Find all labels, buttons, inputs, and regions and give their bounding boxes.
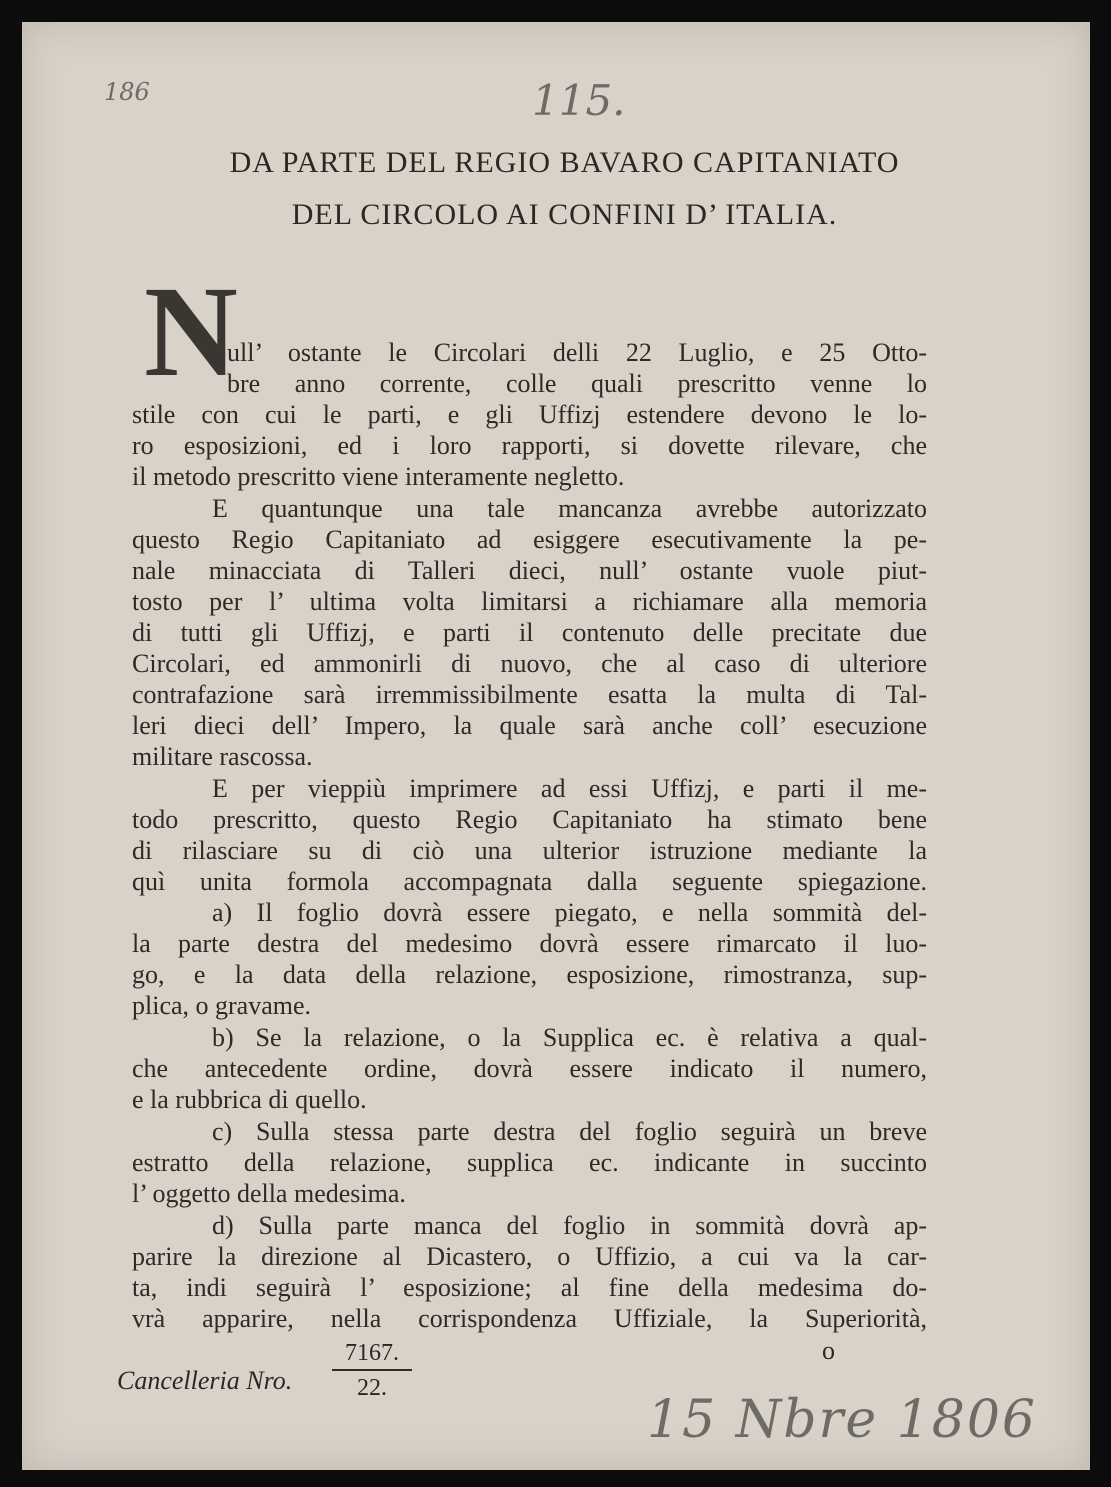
text-line: che antecedente ordine, dovrà essere indicato il numero, [132, 1054, 927, 1083]
header-line-2: DEL CIRCOLO AI CONFINI D’ ITALIA. [291, 198, 838, 231]
text-line: c) Sulla stessa parte destra del foglio seguirà un breve [212, 1117, 927, 1146]
text-line: estratto della relazione, supplica ec. indicante in succinto [132, 1148, 927, 1177]
text-line: go, e la data della relazione, esposizione, rimostranza, sup- [132, 960, 927, 989]
text-line: todo prescritto, questo Regio Capitaniato ha stimato bene [132, 805, 927, 834]
text-line: d) Sulla parte manca del foglio in sommità dovrà ap- [212, 1211, 927, 1240]
text-line: b) Se la relazione, o la Supplica ec. è relativa a qual- [212, 1023, 927, 1052]
text-line: militare rascossa. [132, 742, 313, 771]
text-line: la parte destra del medesimo dovrà essere rimarcato il luo- [132, 929, 927, 958]
document-page [22, 22, 1090, 1470]
text-line: stile con cui le parti, e gli Uffizj estendere devono le lo- [132, 400, 927, 429]
text-line: Circolari, ed ammonirli di nuovo, che al caso di ulteriore [132, 649, 927, 678]
text-line: di rilasciare su di ciò una ulterior istruzione mediante la [132, 836, 927, 865]
text-line: nale minacciata di Talleri dieci, null’ ostante vuole piut- [132, 556, 927, 585]
text-line: leri dieci dell’ Impero, la quale sarà anche coll’ esecuzione [132, 711, 927, 740]
text-line: quì unita formola accompagnata dalla seguente spiegazione. [132, 867, 927, 896]
text-line: E quantunque una tale mancanza avrebbe autorizzato [212, 494, 927, 523]
handwritten-date: 15 Nbre 1806 [647, 1390, 1037, 1450]
handwritten-page-number: 186 [104, 78, 150, 106]
text-line: bre anno corrente, colle quali prescritto venne lo [227, 369, 927, 398]
text-line: tosto per l’ ultima volta limitarsi a richiamare alla memoria [132, 587, 927, 616]
text-line: il metodo prescritto viene interamente negletto. [132, 462, 625, 491]
text-line: ro esposizioni, ed i loro rapporti, si dovette rilevare, che [132, 431, 927, 460]
chancery-number [332, 1340, 412, 1402]
chancery-number-sub: 22. [357, 1375, 387, 1401]
text-line: contrafazione sarà irremmissibilmente esatta la multa di Tal- [132, 680, 927, 709]
chancery-number-main: 7167. [332, 1340, 412, 1371]
text-line: E per vieppiù imprimere ad essi Uffizj, e parti il me- [212, 774, 927, 803]
header-line-1: DA PARTE DEL REGIO BAVARO CAPITANIATO [229, 146, 900, 179]
catchword: o [822, 1336, 835, 1365]
text-line: di tutti gli Uffizj, e parti il contenuto delle precitate due [132, 618, 927, 647]
text-line: parire la direzione al Dicastero, o Uffizio, a cui va la car- [132, 1242, 927, 1271]
text-line: a) Il foglio dovrà essere piegato, e nella sommità del- [212, 898, 927, 927]
text-line: vrà apparire, nella corrispondenza Uffiziale, la Superiorità, [132, 1304, 927, 1333]
text-line: l’ oggetto della medesima. [132, 1179, 406, 1208]
text-line: plica, o gravame. [132, 991, 312, 1020]
chancery-label: Cancelleria Nro. [117, 1366, 293, 1395]
text-line: questo Regio Capitaniato ad esiggere esecutivamente la pe- [132, 525, 927, 554]
text-line: e la rubbrica di quello. [132, 1085, 367, 1114]
text-line: ta, indi seguirà l’ esposizione; al fine della medesima do- [132, 1273, 927, 1302]
decorated-initial: N [144, 260, 238, 404]
handwritten-folio-number: 115. [532, 76, 626, 125]
text-line: ull’ ostante le Circolari delli 22 Luglio, e 25 Otto- [227, 338, 927, 367]
